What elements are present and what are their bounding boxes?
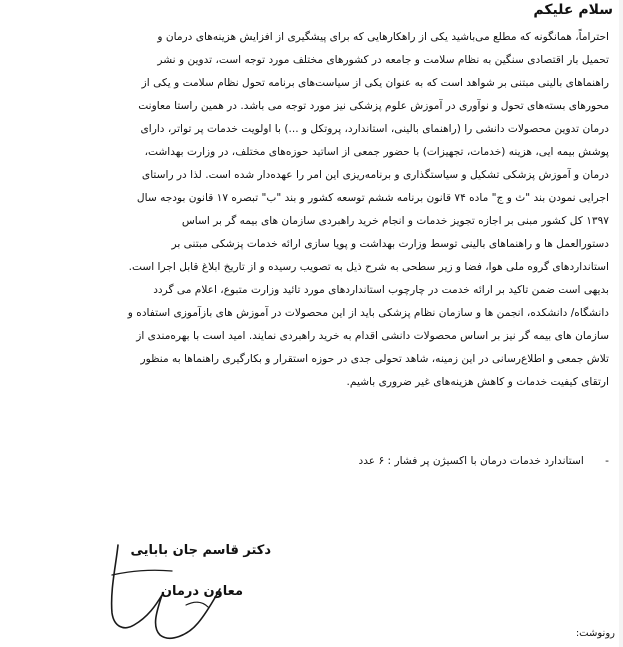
body-line: احتراماً، همانگونه که مطلع می‌باشید یکی از راهکارهایی که برای پیشگیری از افزایش هزینه‌های درمان و xyxy=(157,31,609,43)
body-line: درمان و آموزش پزشکی تشکیل و سیاستگذاری و برنامه‌ریزی این امر را عهده‌دار شده است. لذا در راستای xyxy=(141,169,609,181)
signer-name: دکتر قاسم جان بابایی xyxy=(130,543,271,558)
list-item-text: استاندارد خدمات درمان با اکسیژن پر فشار : ۶ عدد xyxy=(358,455,584,467)
page-edge xyxy=(619,0,623,647)
signature-image xyxy=(90,535,250,647)
body-line: درمان تدوین محصولات دانشی را (راهنمای بالینی، استاندارد، پروتکل و ...) با اولویت خدمات پر تواتر، دارای xyxy=(140,123,609,135)
body-line: ۱۳۹۷ کل کشور مبنی بر اجازه تجویز خدمات و انجام خرید راهبردی سازمان های بیمه گر بر اساس xyxy=(181,215,609,227)
body-line: دستورالعمل ها و راهنماهای بالینی توسط وزارت بهداشت و پویا سازی ارائه خدمات پزشکی مبتنی بر xyxy=(171,238,609,250)
body-line: تلاش جمعی و اطلاع‌رسانی در این زمینه، شاهد تحولی جدی در حوزه استقرار و بکارگیری راهنماها به منظور xyxy=(140,353,609,365)
list-item xyxy=(358,455,609,467)
body-line: بدیهی است ضمن تاکید بر ارائه خدمت در چارچوب استانداردهای مورد تائید وزارت متبوع، اعلام می گردد xyxy=(153,284,609,296)
body-line: پوشش بیمه ایی، هزینه (خدمات، تجهیزات) با حضور جمعی از اساتید حوزه‌های مختلف، در وزارت بهداشت، xyxy=(144,146,609,158)
body-line: ارتقای کیفیت خدمات و کاهش هزینه‌های غیر ضروری باشیم. xyxy=(346,376,609,388)
signer-title: معاون درمان xyxy=(160,584,243,599)
body-line: محورهای بسته‌های تحول و نوآوری در آموزش علوم پزشکی نیز مورد توجه می باشد. در همین راستا معاونت xyxy=(138,100,609,112)
body-line: تحمیل بار اقتصادی سنگین به نظام سلامت و جامعه در کشورهای مختلف مورد توجه است، تدوین و نشر xyxy=(157,54,609,66)
body-line: سازمان های بیمه گر نیز بر اساس محصولات دانشی اقدام به خرید راهبردی نمایند. امید است با بهره‌مندی از xyxy=(136,330,609,342)
cc-label: رونوشت: xyxy=(575,628,615,639)
body-line: اجرایی نمودن بند "ث و ج" ماده ۷۴ قانون برنامه ششم توسعه کشور و بند "ب" تبصره ۱۷ قانون بودجه سال xyxy=(136,192,609,204)
body-line: راهنماهای بالینی مبتنی بر شواهد است که به عنوان یکی از سیاست‌های برنامه تحول نظام سلامت و یکی از xyxy=(141,77,609,89)
letter-body xyxy=(29,26,609,394)
body-line: دانشگاه/ دانشکده، انجمن ها و سازمان نظام پزشکی باید از این محصولات در آموزش های بازآموزی استفاده و xyxy=(127,307,609,319)
greeting: سلام علیکم xyxy=(533,2,613,18)
list-marker: - xyxy=(605,455,609,467)
body-line: استانداردهای گروه ملی هوا، فضا و زیر سطحی به شرح ذیل به تصویب رسیده و از تاریخ ابلاغ قابل اجرا است. xyxy=(128,261,609,273)
